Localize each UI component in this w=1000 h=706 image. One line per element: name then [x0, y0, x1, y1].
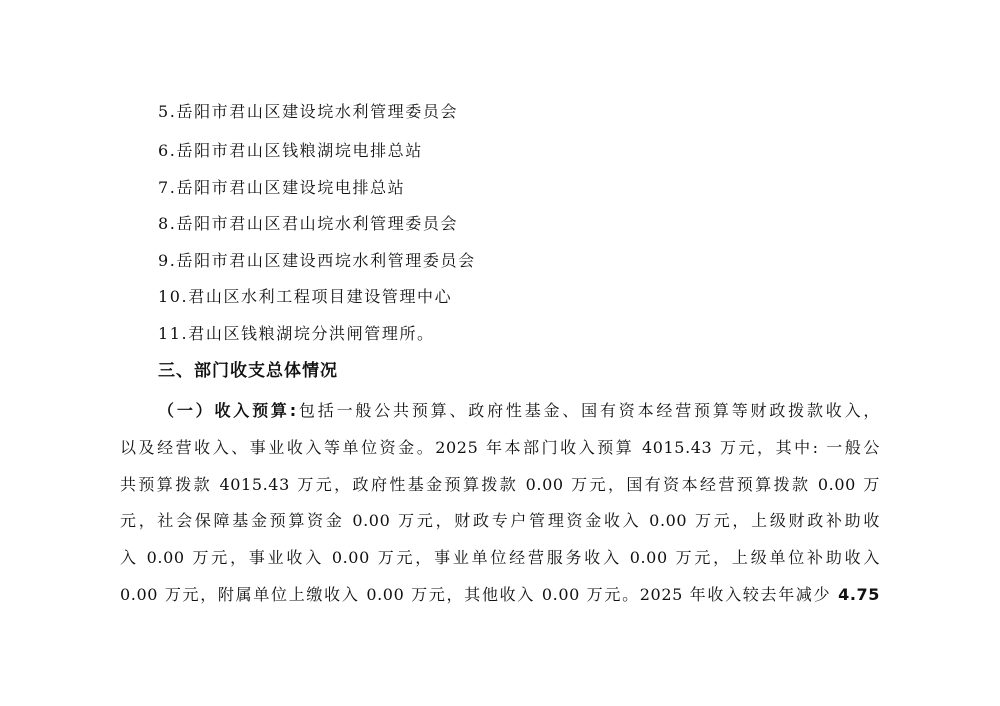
paragraph-line-6-text: 0.00 万元，附属单位上缴收入 0.00 万元，其他收入 0.00 万元。2025 年收入较去年减少 — [120, 585, 832, 604]
paragraph-line-4: 元，社会保障基金预算资金 0.00 万元，财政专户管理资金收入 0.00 万元，上级财政补助收 — [120, 511, 880, 530]
paragraph-lead-label: （一）收入预算: — [158, 401, 297, 420]
unit-list-item-9: 9.岳阳市君山区建设西垸水利管理委员会 — [158, 251, 476, 270]
paragraph-line-1 — [158, 401, 880, 421]
unit-list-item-8: 8.岳阳市君山区君山垸水利管理委员会 — [158, 214, 459, 233]
unit-list-item-5: 5.岳阳市君山区建设垸水利管理委员会 — [158, 102, 459, 121]
unit-list-item-6: 6.岳阳市君山区钱粮湖垸电排总站 — [158, 141, 423, 160]
unit-list-item-7: 7.岳阳市君山区建设垸电排总站 — [158, 178, 406, 197]
unit-list-item-10: 10.君山区水利工程项目建设管理中心 — [158, 287, 453, 306]
paragraph-line-5: 入 0.00 万元，事业收入 0.00 万元，事业单位经营服务收入 0.00 万元，上级单位补助收入 — [120, 548, 880, 567]
section-heading: 三、部门收支总体情况 — [158, 361, 338, 381]
paragraph-line-6-tail: 4.75 — [838, 585, 880, 604]
paragraph-line-6 — [120, 585, 880, 605]
unit-list-item-11: 11.君山区钱粮湖垸分洪闸管理所。 — [158, 324, 435, 343]
paragraph-line-3: 共预算拨款 4015.43 万元，政府性基金预算拨款 0.00 万元，国有资本经营预算拨款 0.00 万 — [120, 475, 880, 494]
paragraph-line-2: 以及经营收入、事业收入等单位资金。2025 年本部门收入预算 4015.43 万元，其中: 一般公 — [120, 438, 880, 457]
paragraph-line-1-text: 包括一般公共预算、政府性基金、国有资本经营预算等财政拨款收入， — [296, 401, 880, 420]
